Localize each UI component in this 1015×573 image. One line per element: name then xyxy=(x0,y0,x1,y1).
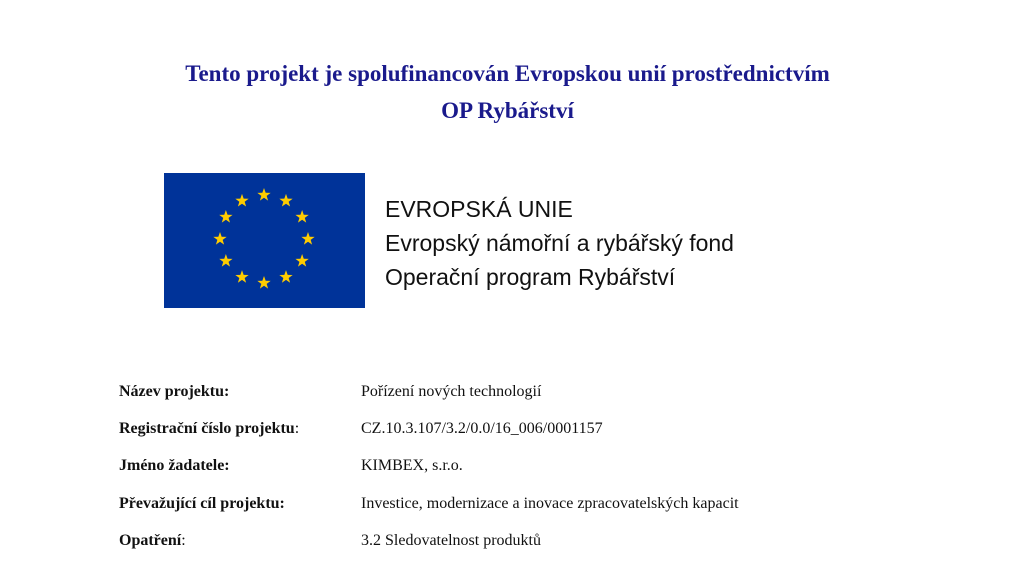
registration-number-value: CZ.10.3.107/3.2/0.0/16_006/0001157 xyxy=(361,420,603,437)
program-name: Operační program Rybářství xyxy=(385,264,676,290)
project-goal-label: Převažující cíl projektu: xyxy=(119,495,285,512)
page-title-line-2: OP Rybářství xyxy=(441,98,574,123)
registration-number-label: Registrační číslo projektu: xyxy=(119,420,300,437)
project-name-row xyxy=(119,380,999,404)
project-name-label: Název projektu: xyxy=(119,383,230,400)
project-name-value: Pořízení nových technologií xyxy=(361,383,542,400)
measure-value: 3.2 Sledovatelnost produktů xyxy=(361,532,541,549)
measure-label: Opatření: xyxy=(119,532,186,549)
project-goal-value: Investice, modernizace a inovace zpracovatelských kapacit xyxy=(361,495,739,512)
project-goal-row xyxy=(119,492,999,516)
applicant-label: Jméno žadatele: xyxy=(119,457,230,474)
eu-name: EVROPSKÁ UNIE xyxy=(385,196,573,222)
page-title-line-1: Tento projekt je spolufinancován Evropskou unií prostřednictvím xyxy=(185,61,830,86)
registration-number-row xyxy=(119,417,999,441)
measure-row xyxy=(119,529,999,553)
eu-flag-icon xyxy=(164,173,365,308)
fund-name: Evropský námořní a rybářský fond xyxy=(385,230,734,256)
applicant-value: KIMBEX, s.r.o. xyxy=(361,457,463,474)
applicant-row xyxy=(119,454,999,478)
